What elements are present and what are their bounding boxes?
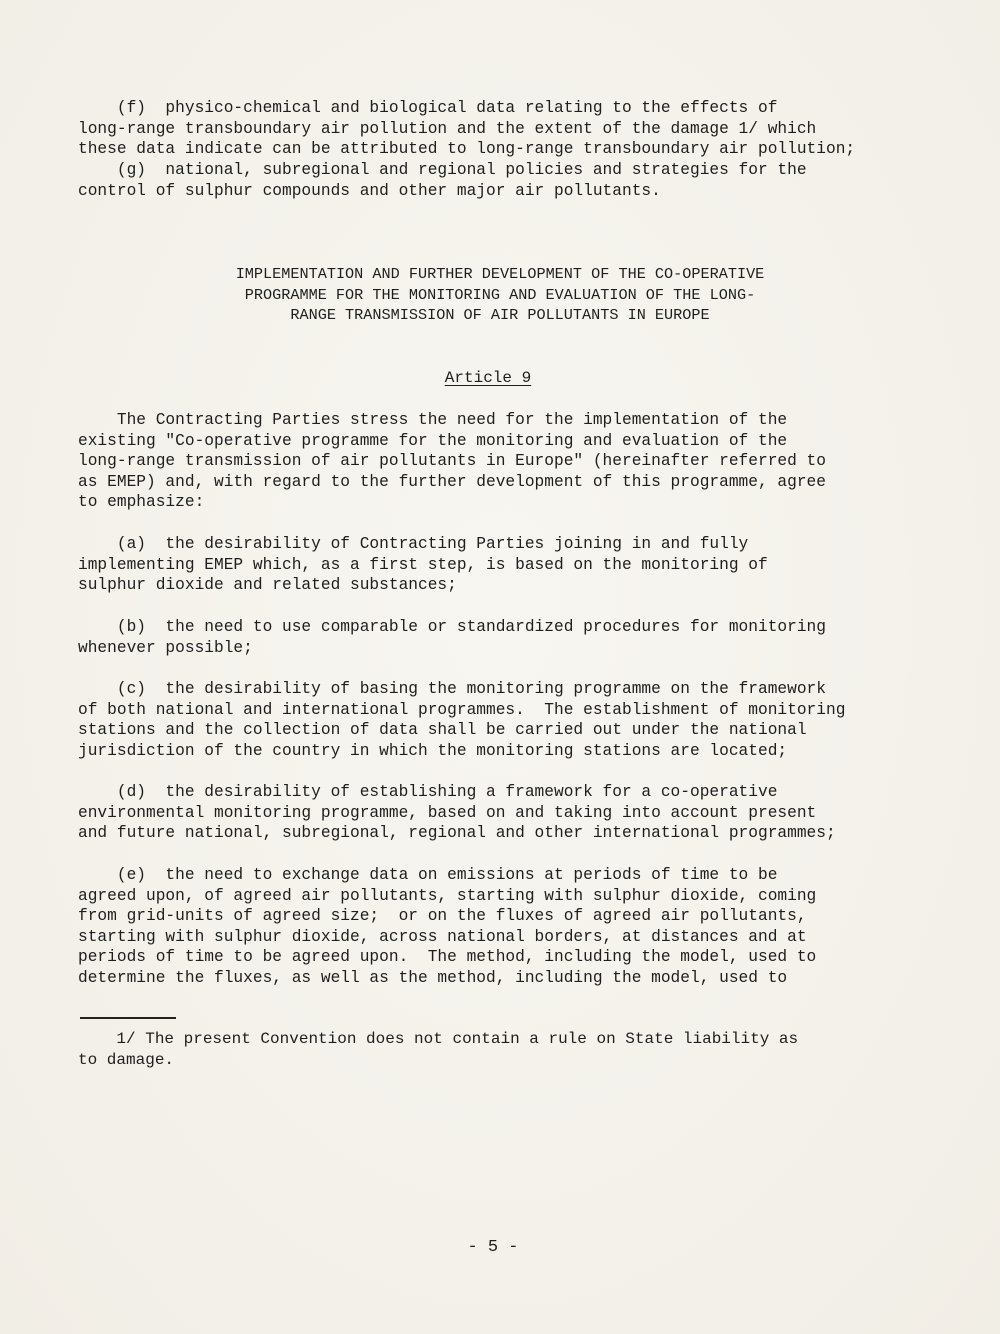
- footnote: 1/ The present Convention does not contain a rule on State liability as to damage.: [78, 1030, 799, 1069]
- paragraph-item-b: (b) the need to use comparable or standardized procedures for monitoring whenever possible;: [78, 618, 826, 657]
- paragraph-item-d: (d) the desirability of establishing a framework for a co-operative environmental monitoring programme, based on and taking into account present and future national, subregional, regional and other international programmes;: [78, 783, 836, 842]
- article-intro-paragraph: The Contracting Parties stress the need for the implementation of the existing "Co-operative programme for the monitoring and evaluation of the long-range transmission of air pollutants in Europe" (hereinafter referred to as EMEP) and, with regard to the further development of this programme, agree to emphasize:: [78, 411, 826, 511]
- paragraph-item-c: (c) the desirability of basing the monitoring programme on the framework of both national and international programmes. The establishment of monitoring stations and the collection of data shall be carried out under the national jurisdiction of the country in which the monitoring stations are located;: [78, 680, 846, 760]
- page-number: - 5 -: [467, 1238, 519, 1257]
- section-heading: IMPLEMENTATION AND FURTHER DEVELOPMENT OF THE CO-OPERATIVE PROGRAMME FOR THE MONITORING AND EVALUATION OF THE LONG- RANGE TRANSMISSION OF AIR POLLUTANTS IN EUROPE: [235, 265, 765, 324]
- paragraph-item-g: (g) national, subregional and regional policies and strategies for the control of sulphur compounds and other major air pollutants.: [78, 161, 807, 200]
- footnote-divider: [80, 1017, 176, 1019]
- paragraph-item-a: (a) the desirability of Contracting Parties joining in and fully implementing EMEP which, as a first step, is based on the monitoring of sulphur dioxide and related substances;: [78, 535, 768, 594]
- paragraph-item-e: (e) the need to exchange data on emissions at periods of time to be agreed upon, of agreed air pollutants, starting with sulphur dioxide, coming from grid-units of agreed size; or on the fluxes of agreed air pollutants, starting with sulphur dioxide, across national borders, at distances and at periods of time to be agreed upon. The method, including the model, used to determine the fluxes, as well as the method, including the model, used to: [78, 866, 817, 987]
- paragraph-item-f: (f) physico-chemical and biological data relating to the effects of long-range transboundary air pollution and the extent of the damage 1/ which these data indicate can be attributed to long-range transboundary air pollution;: [78, 99, 856, 158]
- article-title: Article 9: [444, 369, 532, 387]
